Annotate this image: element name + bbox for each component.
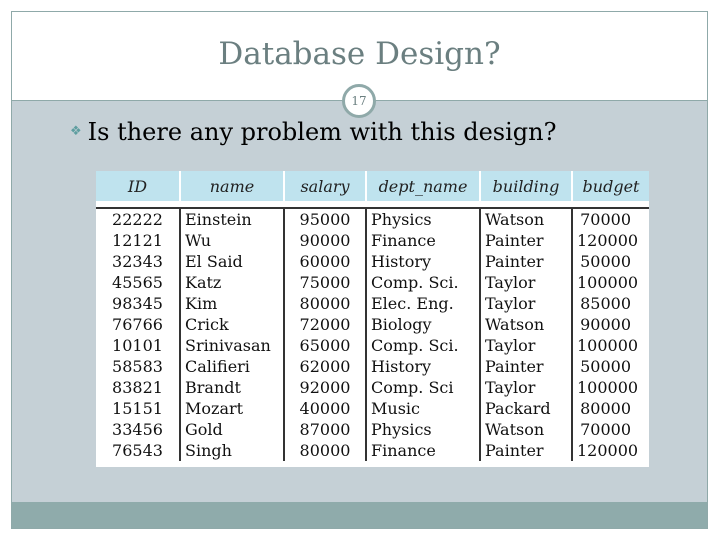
table-row [96, 293, 649, 314]
table-row [96, 398, 649, 419]
cell-building: Watson [480, 419, 572, 440]
cell-name: Mozart [180, 398, 284, 419]
cell-name: Califieri [180, 356, 284, 377]
cell-building: Taylor [480, 377, 572, 398]
bottom-bar [12, 502, 707, 528]
cell-dept-name: History [366, 356, 480, 377]
cell-budget: 100000 [577, 378, 639, 397]
cell-id: 10101 [96, 335, 180, 356]
cell-dept-name: Physics [366, 419, 480, 440]
cell-dept-name: Elec. Eng. [366, 293, 480, 314]
cell-building: Taylor [480, 335, 572, 356]
cell-dept-name: History [366, 251, 480, 272]
header-spacer [96, 201, 649, 208]
cell-id: 98345 [96, 293, 180, 314]
cell-salary: 40000 [284, 398, 366, 419]
cell-budget: 80000 [580, 399, 631, 418]
column-header-salary: salary [284, 171, 366, 201]
cell-dept-name: Comp. Sci. [366, 335, 480, 356]
cell-building: Painter [480, 251, 572, 272]
table-body [96, 208, 649, 461]
cell-salary: 95000 [284, 208, 366, 230]
cell-id: 45565 [96, 272, 180, 293]
cell-building: Watson [480, 314, 572, 335]
table-row [96, 251, 649, 272]
cell-name: Srinivasan [180, 335, 284, 356]
bullet-icon: ❖ [70, 124, 82, 139]
bullet-point [70, 118, 556, 146]
cell-budget: 85000 [580, 294, 631, 313]
cell-salary: 92000 [284, 377, 366, 398]
cell-building: Packard [480, 398, 572, 419]
cell-id: 32343 [96, 251, 180, 272]
cell-budget: 90000 [580, 315, 631, 334]
cell-budget: 120000 [577, 441, 639, 460]
cell-id: 58583 [96, 356, 180, 377]
table-row [96, 314, 649, 335]
cell-id: 83821 [96, 377, 180, 398]
cell-id: 12121 [96, 230, 180, 251]
cell-dept-name: Finance [366, 440, 480, 461]
cell-building: Taylor [480, 272, 572, 293]
column-header-name: name [180, 171, 284, 201]
bullet-text: Is there any problem with this design? [87, 118, 557, 146]
table-row [96, 419, 649, 440]
cell-building: Painter [480, 440, 572, 461]
column-header-id: ID [96, 171, 180, 201]
cell-building: Painter [480, 230, 572, 251]
cell-salary: 75000 [284, 272, 366, 293]
cell-name: Crick [180, 314, 284, 335]
slide-title: Database Design? [218, 36, 501, 72]
cell-budget: 70000 [580, 210, 631, 229]
cell-building: Painter [480, 356, 572, 377]
table-header-row [96, 171, 649, 201]
table-row [96, 208, 649, 230]
table-row [96, 440, 649, 461]
cell-name: Kim [180, 293, 284, 314]
relation-table [96, 171, 649, 461]
cell-id: 22222 [96, 208, 180, 230]
cell-budget: 120000 [577, 231, 639, 250]
cell-name: Einstein [180, 208, 284, 230]
cell-salary: 65000 [284, 335, 366, 356]
cell-dept-name: Music [366, 398, 480, 419]
cell-budget: 70000 [580, 420, 631, 439]
cell-dept-name: Physics [366, 208, 480, 230]
table-row [96, 335, 649, 356]
cell-dept-name: Finance [366, 230, 480, 251]
cell-dept-name: Comp. Sci [366, 377, 480, 398]
table-row [96, 230, 649, 251]
cell-name: Katz [180, 272, 284, 293]
cell-salary: 62000 [284, 356, 366, 377]
table-row [96, 377, 649, 398]
slide-number: 17 [342, 84, 376, 118]
cell-salary: 90000 [284, 230, 366, 251]
cell-salary: 87000 [284, 419, 366, 440]
cell-name: Gold [180, 419, 284, 440]
cell-budget: 50000 [580, 357, 631, 376]
cell-dept-name: Biology [366, 314, 480, 335]
cell-building: Taylor [480, 293, 572, 314]
cell-budget: 50000 [580, 252, 631, 271]
cell-budget: 100000 [577, 336, 639, 355]
cell-salary: 80000 [284, 293, 366, 314]
cell-name: Wu [180, 230, 284, 251]
table-row [96, 356, 649, 377]
table-row [96, 272, 649, 293]
cell-id: 33456 [96, 419, 180, 440]
cell-name: Brandt [180, 377, 284, 398]
column-header-dept-name: dept_name [366, 171, 480, 201]
cell-building: Watson [480, 208, 572, 230]
column-header-budget: budget [572, 171, 649, 201]
cell-salary: 80000 [284, 440, 366, 461]
cell-salary: 60000 [284, 251, 366, 272]
cell-salary: 72000 [284, 314, 366, 335]
column-header-building: building [480, 171, 572, 201]
cell-id: 15151 [96, 398, 180, 419]
cell-budget: 100000 [577, 273, 639, 292]
cell-id: 76766 [96, 314, 180, 335]
cell-name: Singh [180, 440, 284, 461]
instructor-department-table [96, 171, 649, 467]
cell-id: 76543 [96, 440, 180, 461]
cell-dept-name: Comp. Sci. [366, 272, 480, 293]
cell-name: El Said [180, 251, 284, 272]
